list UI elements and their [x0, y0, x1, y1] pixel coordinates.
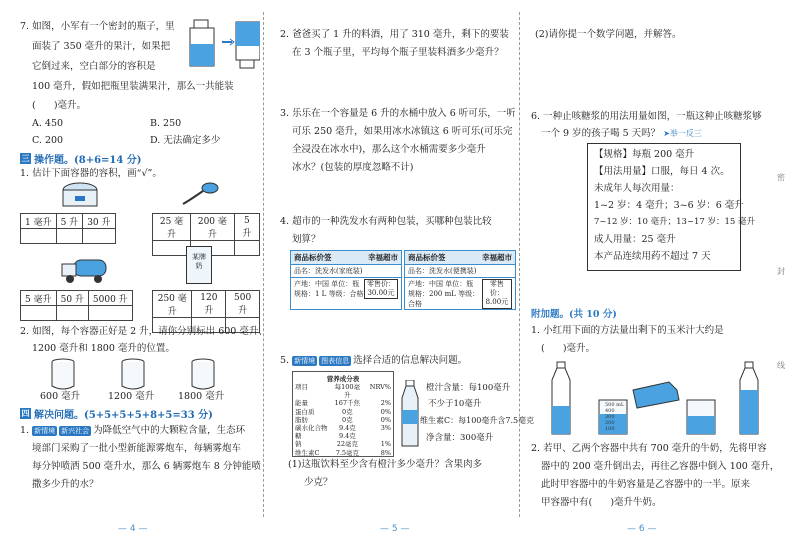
p4-line: 4. 超市的一种洗发水有两种包装，买哪种包装比较 — [280, 216, 492, 227]
b2-line: 此时甲容器中的牛奶容量是乙容器中的一半。原来 — [541, 479, 751, 490]
p1-line: 境部门采购了一批小型新能源雾炮车，每辆雾炮车 — [32, 443, 242, 454]
nutrition-cell: 维生素C — [295, 448, 320, 457]
choice-cell[interactable]: 5000 升 — [88, 291, 132, 306]
p5-line — [280, 354, 467, 367]
note: 维生素C：每100毫升含7.5毫克 — [420, 416, 535, 425]
nutrition-cell: 2% — [380, 399, 391, 408]
b2-line: 2. 若甲、乙两个容器中共有 700 毫升的牛奶，先将甲容 — [531, 443, 767, 454]
spec: 规格：200 mL — [408, 290, 456, 298]
choice-cell[interactable]: 30 升 — [83, 214, 115, 229]
drink-bottle-illustration — [398, 380, 422, 450]
section-title: 操作题。(8+6=14 分) — [34, 155, 142, 166]
nutrition-cell: 9.4克 — [338, 432, 356, 441]
container-icon — [120, 358, 146, 390]
note: 净含量：300毫升 — [426, 433, 494, 443]
nutrition-table — [292, 371, 394, 457]
estimate-table-3 — [20, 290, 133, 321]
page-number: — 4 — — [118, 524, 148, 534]
nutrition-title: 营养成分表 — [326, 375, 360, 383]
store-name: 幸福超市 — [482, 253, 512, 262]
note: 橙汁含量：每100毫升 — [426, 383, 511, 393]
b1-line: 1. 小红用下面的方法量出剩下的玉米汁大约是 — [531, 325, 724, 336]
nutrition-cell: 0克 — [342, 415, 353, 424]
p3-line: 可乐 250 毫升，如果用冰水冰镇这 6 听可乐(可乐完 — [292, 126, 513, 137]
choice-cell[interactable]: 120 升 — [192, 291, 226, 318]
estimate-table-1 — [20, 213, 116, 244]
origin: 产地：中国 — [294, 280, 329, 288]
column-divider — [263, 12, 264, 517]
p1-line — [20, 424, 245, 437]
op2-line: 1200 毫升和 1800 毫升的位置。 — [32, 343, 175, 354]
grade: 等级：合格 — [408, 290, 480, 308]
option-b[interactable]: B. 250 — [150, 118, 182, 129]
nutrition-cell: 能量 — [295, 399, 308, 408]
water-truck-icon — [60, 254, 110, 284]
unit: 单位：瓶 — [445, 280, 474, 288]
spec: 规格：1 L — [294, 290, 327, 298]
choice-cell[interactable]: 5 升 — [56, 214, 83, 229]
nutrition-row — [295, 408, 391, 416]
beaker-scale: 500 mL 400 300 200 100 — [605, 402, 625, 432]
q7-line: ( )毫升。 — [32, 100, 87, 111]
nutrition-cell: 脂肪 — [295, 415, 308, 424]
label-line: 本产品连续用药不超过 7 天 — [594, 251, 711, 262]
nutrition-cell: 项目 — [295, 383, 308, 391]
p6-text: 一个 9 岁的孩子喝 5 天吗？ — [541, 128, 661, 139]
container-caption: 600 毫升 — [40, 391, 81, 402]
nutrition-cell: 167千焦 — [334, 399, 361, 408]
p5-sub2: (2)请你提一个数学问题，并解答。 — [535, 29, 682, 40]
milk-carton: 某牌 奶 — [186, 246, 212, 284]
section-title: 解决问题。(5+5+5+5+8+5=33 分) — [34, 410, 213, 421]
nutrition-row — [295, 424, 391, 432]
nutrition-cell: 3% — [380, 424, 391, 433]
card-header: 商品标价签 — [408, 253, 446, 262]
choice-cell[interactable]: 5 升 — [234, 214, 259, 241]
b1-line: ( )毫升。 — [541, 343, 596, 354]
section-number: 四 — [21, 408, 30, 418]
nutrition-row — [295, 449, 391, 457]
p4-line: 划算？ — [292, 234, 321, 245]
corn-juice-measuring-illustration — [549, 360, 769, 436]
op2-line: 2. 如图，每个容器正好是 2 升，请你分别标出 600 毫升、 — [20, 326, 268, 337]
note: 不少于10毫升 — [428, 399, 482, 409]
product-name: 品名：洗发水(家庭装) — [291, 264, 401, 278]
p5-sub1: (1)这瓶饮料至少含有橙汁多少毫升？含果肉多 — [288, 459, 482, 470]
nutrition-cell: 钠 — [295, 440, 302, 449]
nutrition-row — [295, 440, 391, 448]
choice-cell[interactable]: 250 毫升 — [153, 291, 192, 318]
price-value: 8.00元 — [485, 298, 509, 306]
page-number: — 5 — — [380, 524, 410, 534]
p1-text: 为降低空气中的大颗粒含量，生态环 — [93, 425, 246, 436]
container-icon — [190, 358, 216, 390]
b2-line: 器中的 200 毫升倒出去，再往乙容器中倒入 100 毫升， — [541, 461, 780, 472]
column-divider — [519, 12, 520, 517]
choice-cell[interactable]: 500 升 — [226, 291, 260, 318]
option-a[interactable]: A. 450 — [32, 118, 64, 129]
seal-line-char: 线 — [777, 361, 785, 370]
product-name: 品名：洗发水(便携装) — [405, 264, 515, 278]
nutrition-row — [295, 383, 391, 399]
p5-sub1: 少克？ — [304, 477, 333, 488]
p1-line: 每分钟喷洒 500 毫升水，那么 6 辆雾炮车 8 分钟能喷 — [32, 461, 261, 472]
nutrition-cell: 8% — [380, 448, 391, 457]
option-d[interactable]: D. 无法确定多少 — [150, 135, 221, 146]
p6-line: 6. 一种止咳糖浆的用法用量如图，一瓶这种止咳糖浆够 — [531, 111, 762, 122]
seal-line-char: 密 — [777, 173, 785, 182]
tag-badge: 新兴社会 — [61, 427, 90, 435]
origin: 产地：中国 — [408, 280, 443, 288]
section-4-heading — [20, 406, 213, 421]
container-icon — [50, 358, 76, 390]
label-line: 7~12 岁：10 毫升；13~17 岁：15 毫升 — [594, 217, 756, 227]
practice-tip[interactable]: ➤举一反三 — [663, 129, 702, 138]
q7-line: 面装了 350 毫升的果汁，如果把 — [32, 41, 171, 52]
bonus-heading: 附加题。(共 10 分) — [531, 309, 617, 320]
nutrition-cell — [362, 432, 391, 440]
rice-cooker-icon — [60, 180, 100, 210]
price-tag-family — [290, 250, 402, 310]
nutrition-cell: 糖 — [295, 432, 302, 441]
nutrition-cell: 22毫克 — [336, 440, 358, 449]
question-number: 1. — [20, 425, 30, 436]
store-name: 幸福超市 — [368, 253, 398, 262]
q7-line: 100 毫升，假如把瓶里装满果汁，那么一共能装 — [32, 81, 234, 92]
q7-line: 7. 如图，小军有一个密封的瓶子，里 — [20, 21, 175, 32]
price-tag-portable — [404, 250, 516, 310]
nutrition-cell: 0% — [380, 407, 391, 416]
card-header: 商品标价签 — [294, 253, 332, 262]
b2-line: 甲容器中有( )毫升牛奶。 — [541, 497, 662, 508]
option-c[interactable]: C. 200 — [32, 135, 64, 146]
nutrition-cell: 9.4克 — [338, 424, 356, 433]
nutrition-row — [295, 416, 391, 424]
tag-badge: 新情境 — [34, 427, 56, 435]
nutrition-cell: 每100毫升 — [334, 383, 361, 400]
price-label: 零售价： — [489, 280, 504, 297]
nutrition-cell: 7.5毫克 — [335, 448, 360, 457]
page-6 — [523, 0, 800, 541]
label-line: 1~2 岁：4 毫升；3~6 岁：6 毫升 — [594, 200, 744, 211]
choice-cell[interactable]: 50 升 — [56, 291, 88, 306]
nutrition-cell: 碳水化合物 — [295, 424, 328, 433]
syrup-label — [587, 143, 756, 271]
container-caption: 1800 毫升 — [178, 391, 225, 402]
p6-line — [541, 127, 702, 140]
page-4 — [0, 0, 268, 541]
unit: 单位：瓶 — [331, 280, 360, 288]
p5-text: 选择合适的信息解决问题。 — [353, 355, 468, 366]
page-5 — [268, 0, 535, 541]
label-line: 成人用量：25 毫升 — [594, 234, 676, 245]
q7-line: 它倒过来，空白部分的容积是 — [32, 61, 156, 72]
nutrition-row — [295, 399, 391, 407]
tag-badge: 新情境 — [294, 357, 316, 365]
p3-line: 全浸没在冰水中)，那么这个水桶需要多少毫升 — [292, 144, 486, 155]
section-3-heading — [20, 151, 142, 166]
juice-bottles-illustration — [188, 18, 260, 74]
label-line: 【用法用量】口服，每日 4 次。 — [594, 166, 730, 177]
container-caption: 1200 毫升 — [108, 391, 155, 402]
p1-line: 撒多少升的水？ — [32, 479, 99, 490]
p3-line: 冰水？(包装的厚度忽略不计) — [292, 162, 414, 173]
op1-text: 1. 估计下面容器的容积，画“√”。 — [20, 168, 162, 179]
section-number: 三 — [21, 153, 30, 163]
p3-line: 3. 乐乐在一个容量是 6 升的水桶中放入 6 听可乐，一听 — [280, 108, 516, 119]
nutrition-cell: 0% — [380, 415, 391, 424]
label-line: 未成年人每次用量： — [594, 183, 680, 194]
spoon-icon — [180, 180, 220, 208]
price-value: 30.00元 — [367, 289, 395, 297]
choice-cell[interactable]: 1 毫升 — [21, 214, 57, 229]
grade: 等级：合格 — [328, 290, 364, 298]
nutrition-cell: 1% — [380, 440, 391, 449]
tag-badge: 图表信息 — [321, 357, 350, 365]
nutrition-cell: 蛋白质 — [295, 407, 315, 416]
p2-line: 在 3 个瓶子里，平均每个瓶子里装料酒多少毫升？ — [292, 47, 504, 58]
nutrition-cell: 0克 — [342, 407, 353, 416]
question-number: 5. — [280, 355, 290, 366]
nutrition-cell: NRV% — [369, 383, 391, 391]
p2-line: 2. 爸爸买了 1 升的料酒，用了 310 毫升，剩下的要装 — [280, 29, 509, 40]
choice-cell[interactable]: 5 毫升 — [21, 291, 57, 306]
price-label: 零售价： — [367, 280, 395, 288]
choice-cell[interactable]: 200 毫升 — [191, 214, 235, 241]
seal-line-char: 封 — [777, 267, 785, 276]
label-line: 【规格】每瓶 200 毫升 — [594, 149, 695, 160]
page-number: — 6 — — [627, 524, 657, 534]
choice-cell[interactable]: 25 毫升 — [153, 214, 191, 241]
